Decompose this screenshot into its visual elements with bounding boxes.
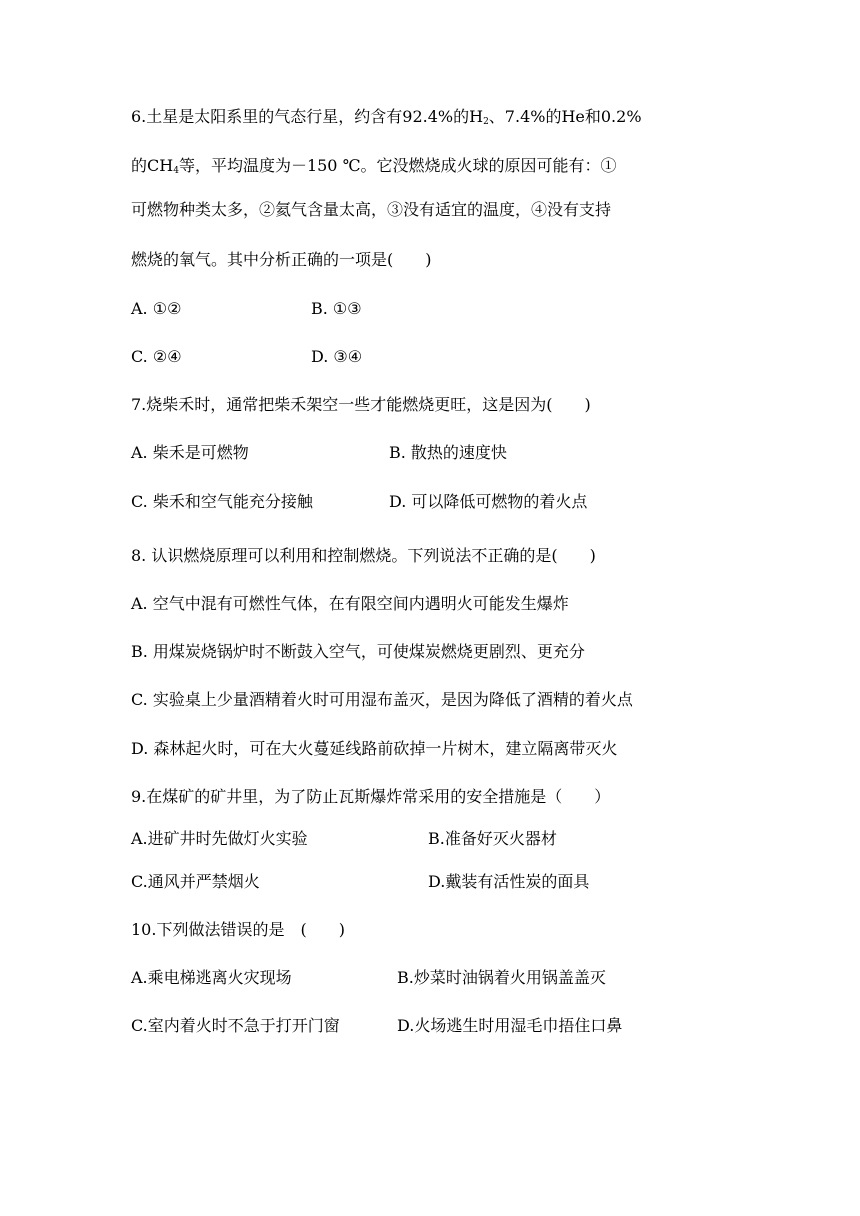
- q9-option-c[interactable]: C.通风并严禁烟火: [131, 872, 260, 891]
- subscript: 2: [483, 117, 489, 127]
- q10-option-c[interactable]: C.室内着火时不急于打开门窗: [131, 1016, 340, 1035]
- q6-option-d[interactable]: D. ③④: [311, 347, 363, 366]
- q8-option-d[interactable]: D. 森林起火时，可在大火蔓延线路前砍掉一片树木，建立隔离带灭火: [131, 739, 618, 758]
- q9-option-d[interactable]: D.戴装有活性炭的面具: [428, 872, 590, 891]
- q6-text: 、7.4%的He和0.2%: [488, 107, 642, 126]
- q9-option-a[interactable]: A.进矿井时先做灯火实验: [131, 829, 308, 848]
- q6-text: 6.土星是太阳系里的气态行星，约含有92.4%的H: [131, 107, 484, 126]
- q6-text: 等，平均温度为－150 ℃。它没燃烧成火球的原因可能有：①: [178, 156, 617, 175]
- q9-option-b[interactable]: B.准备好灭火器材: [428, 829, 557, 848]
- q6-option-b[interactable]: B. ①③: [311, 299, 362, 318]
- q10-option-d[interactable]: D.火场逃生时用湿毛巾捂住口鼻: [397, 1016, 623, 1035]
- q9-stem: 9.在煤矿的矿井里，为了防止瓦斯爆炸常采用的安全措施是（ ）: [131, 787, 611, 806]
- q6-option-c[interactable]: C. ②④: [131, 347, 182, 366]
- q7-option-a[interactable]: A. 柴禾是可燃物: [131, 443, 249, 462]
- q7-option-b[interactable]: B. 散热的速度快: [389, 443, 507, 462]
- q10-option-a[interactable]: A.乘电梯逃离火灾现场: [131, 968, 292, 987]
- q6-stem-line-1: [131, 107, 642, 127]
- q8-stem: 8. 认识燃烧原理可以利用和控制燃烧。下列说法不正确的是( ): [131, 546, 596, 565]
- q6-stem-line-3: 可燃物种类太多，②氦气含量太高，③没有适宜的温度，④没有支持: [131, 200, 612, 219]
- q8-option-b[interactable]: B. 用煤炭烧锅炉时不断鼓入空气，可使煤炭燃烧更剧烈、更充分: [131, 642, 585, 661]
- q10-stem: 10.下列做法错误的是 ( ): [131, 920, 345, 939]
- q6-stem-line-2: [131, 156, 616, 176]
- q6-stem-line-4: 燃烧的氧气。其中分析正确的一项是( ): [131, 250, 432, 269]
- q6-option-a[interactable]: A. ①②: [131, 299, 182, 318]
- q8-option-c[interactable]: C. 实验桌上少量酒精着火时可用湿布盖灭，是因为降低了酒精的着火点: [131, 690, 633, 709]
- q7-option-c[interactable]: C. 柴禾和空气能充分接触: [131, 492, 313, 511]
- subscript: 4: [173, 166, 179, 176]
- q7-option-d[interactable]: D. 可以降低可燃物的着火点: [389, 492, 588, 511]
- q6-text: 的CH: [131, 156, 174, 175]
- q10-option-b[interactable]: B.炒菜时油锅着火用锅盖盖灭: [397, 968, 606, 987]
- q7-stem: 7.烧柴禾时，通常把柴禾架空一些才能燃烧更旺，这是因为( ): [131, 395, 591, 414]
- q8-option-a[interactable]: A. 空气中混有可燃性气体，在有限空间内遇明火可能发生爆炸: [131, 594, 569, 613]
